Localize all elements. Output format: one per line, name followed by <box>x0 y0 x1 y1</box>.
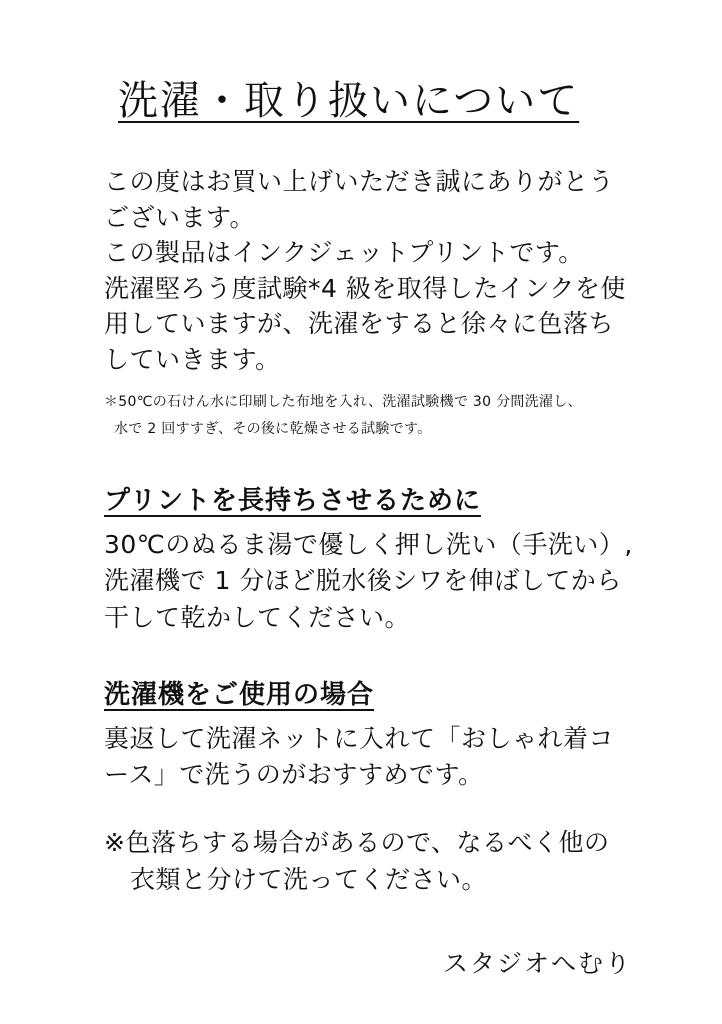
section-body <box>104 527 650 636</box>
intro-line: この度はお買い上げいただき誠にありがとう <box>104 167 615 196</box>
intro-paragraph <box>104 164 650 377</box>
section-line: 30℃のぬるま湯で優しく押し洗い（手洗い）, <box>104 530 633 560</box>
intro-line: この製品はインクジェットプリントです。 <box>104 238 584 267</box>
section-body <box>104 721 650 794</box>
intro-line: ございます。 <box>104 202 256 232</box>
section-care-tips <box>104 480 650 636</box>
intro-line: 用していますが、洗濯をすると徐々に色落ち <box>104 309 615 338</box>
signature: スタジオへむり <box>442 948 632 978</box>
section-heading: 洗濯機をご使用の場合 <box>104 679 375 710</box>
section-heading: プリントを長持ちさせるために <box>104 486 481 517</box>
section-line: 干して乾かしてください。 <box>104 602 411 632</box>
footnote-line: 水で 2 回すすぎ、その後に乾燥させる試験です。 <box>114 420 432 437</box>
section-washing-machine <box>104 674 650 794</box>
note-line: 衣類と分けて洗ってください。 <box>130 864 488 894</box>
section-line: ース」で洗うのがおすすめです。 <box>104 760 484 790</box>
section-line: 洗濯機で 1 分ほど脱水後シワを伸ばしてから <box>104 566 622 596</box>
footnote <box>104 389 650 442</box>
footnote-line: ＊50℃の石けん水に印刷した布地を入れ、洗濯試験機で 30 分間洗濯し、 <box>104 394 582 410</box>
page-title: 洗濯・取り扱いについて <box>118 78 580 124</box>
note-line: ※色落ちする場合があるので、なるべく他の <box>104 828 610 858</box>
caution-note <box>104 825 650 898</box>
intro-line: していきます。 <box>104 344 281 374</box>
section-line: 裏返して洗濯ネットに入れて「おしゃれ着コ <box>104 723 615 753</box>
intro-line: 洗濯堅ろう度試験*4 級を取得したインクを使 <box>104 273 626 303</box>
